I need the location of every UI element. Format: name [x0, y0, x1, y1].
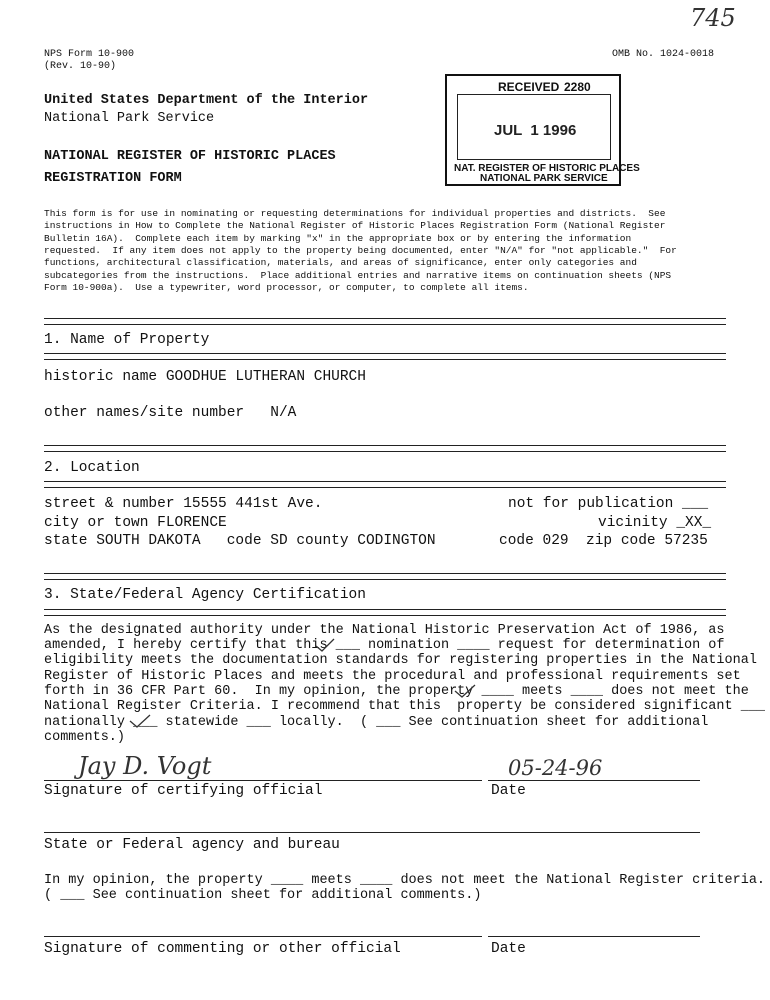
form-revision: (Rev. 10-90) — [44, 61, 117, 72]
checkmark-icon — [314, 637, 336, 653]
handwritten-date: 05-24-96 — [508, 756, 603, 780]
instructions-line: subcategories from the instructions. Place additional entries and narrative items on continuation sheets (NPS — [44, 270, 672, 281]
certification-text-line: forth in 36 CFR Part 60. In my opinion, the property ____ meets ____ does not meet the — [44, 684, 749, 699]
instructions-line: functions, architectural classification, materials, and areas of significance, enter only categories and — [44, 257, 637, 268]
section-divider — [44, 609, 726, 616]
section-divider — [44, 353, 726, 360]
certification-text-line: amended, I hereby certify that this ___ nomination ____ request for determination of — [44, 638, 725, 653]
service-name: National Park Service — [44, 111, 215, 126]
section-divider — [44, 573, 726, 580]
commenting-label: Signature of commenting or other official — [44, 941, 401, 957]
instructions-line: Bulletin 16A). Complete each item by marking "x" in the appropriate box or by entering the information — [44, 233, 632, 244]
section3-heading: 3. State/Federal Agency Certification — [44, 587, 366, 603]
date-line — [488, 780, 700, 781]
form-title-line1: NATIONAL REGISTER OF HISTORIC PLACES — [44, 149, 336, 164]
certification-text-line: eligibility meets the documentation standards for registering properties in the National — [44, 653, 757, 668]
stamp-line1: NAT. REGISTER OF HISTORIC PLACES — [454, 163, 640, 174]
certification-text-line: nationally ___ statewide ___ locally. ( ___ See continuation sheet for additional — [44, 715, 709, 730]
instructions-line: requested. If any item does not apply to the property being documented, enter "N/A" for "not applicable." For — [44, 245, 677, 256]
certification-text-line: comments.) — [44, 730, 126, 745]
certification-text-line: Register of Historic Places and meets the procedural and professional requirements set — [44, 669, 741, 684]
street-field: street & number 15555 441st Ave. — [44, 496, 323, 512]
code-zip-field: code 029 zip code 57235 — [499, 533, 708, 549]
instructions-line: This form is for use in nominating or requesting determinations for individual properties and districts. See — [44, 208, 666, 219]
form-number: NPS Form 10-900 — [44, 49, 135, 60]
commenting-date-line — [488, 936, 700, 937]
state-county-field: state SOUTH DAKOTA code SD county CODINGTON — [44, 533, 436, 549]
handwritten-signature: Jay D. Vogt — [78, 752, 212, 780]
agency-line — [44, 832, 700, 833]
vicinity-field: vicinity _XX_ — [598, 515, 712, 531]
section2-heading: 2. Location — [44, 460, 140, 476]
department-name: United States Department of the Interior — [44, 93, 369, 108]
commenting-signature-line — [44, 936, 482, 937]
form-title-line2: REGISTRATION FORM — [44, 171, 182, 186]
signature-line — [44, 780, 482, 781]
checkmark-icon — [453, 683, 477, 699]
section-divider — [44, 481, 726, 488]
handwritten-reference-number: 745 — [690, 4, 736, 32]
section-divider — [44, 318, 726, 325]
instructions-line: Form 10-900a). Use a typewriter, word processor, or computer, to complete all items. — [44, 282, 529, 293]
historic-name-field: historic name GOODHUE LUTHERAN CHURCH — [44, 369, 366, 385]
other-names-field: other names/site number N/A — [44, 405, 297, 421]
opinion-text-line: ( ___ See continuation sheet for additional comments.) — [44, 888, 482, 903]
omb-number: OMB No. 1024-0018 — [612, 49, 715, 60]
checkmark-icon — [128, 713, 152, 729]
certification-text-line: As the designated authority under the National Historic Preservation Act of 1986, as — [44, 623, 725, 638]
stamp-line2: NATIONAL PARK SERVICE — [480, 173, 608, 184]
not-for-publication-field: not for publication ___ — [508, 496, 709, 512]
instructions-line: instructions in How to Complete the National Register of Historic Places Registration Form (National Register — [44, 220, 666, 231]
section-divider — [44, 445, 726, 452]
commenting-date-label: Date — [491, 941, 526, 957]
stamp-received-label: RECEIVED — [498, 80, 560, 94]
section1-heading: 1. Name of Property — [44, 332, 210, 348]
stamp-date: JUL 1 1996 — [494, 122, 577, 139]
city-field: city or town FLORENCE — [44, 515, 227, 531]
signature-label: Signature of certifying official — [44, 783, 323, 799]
agency-label: State or Federal agency and bureau — [44, 837, 340, 853]
date-label: Date — [491, 783, 526, 799]
opinion-text-line: In my opinion, the property ____ meets ____ does not meet the National Register criteria. — [44, 873, 766, 888]
stamp-received-number: 2280 — [564, 80, 591, 94]
certification-text-line: National Register Criteria. I recommend that this property be considered significant ___ — [44, 699, 766, 714]
